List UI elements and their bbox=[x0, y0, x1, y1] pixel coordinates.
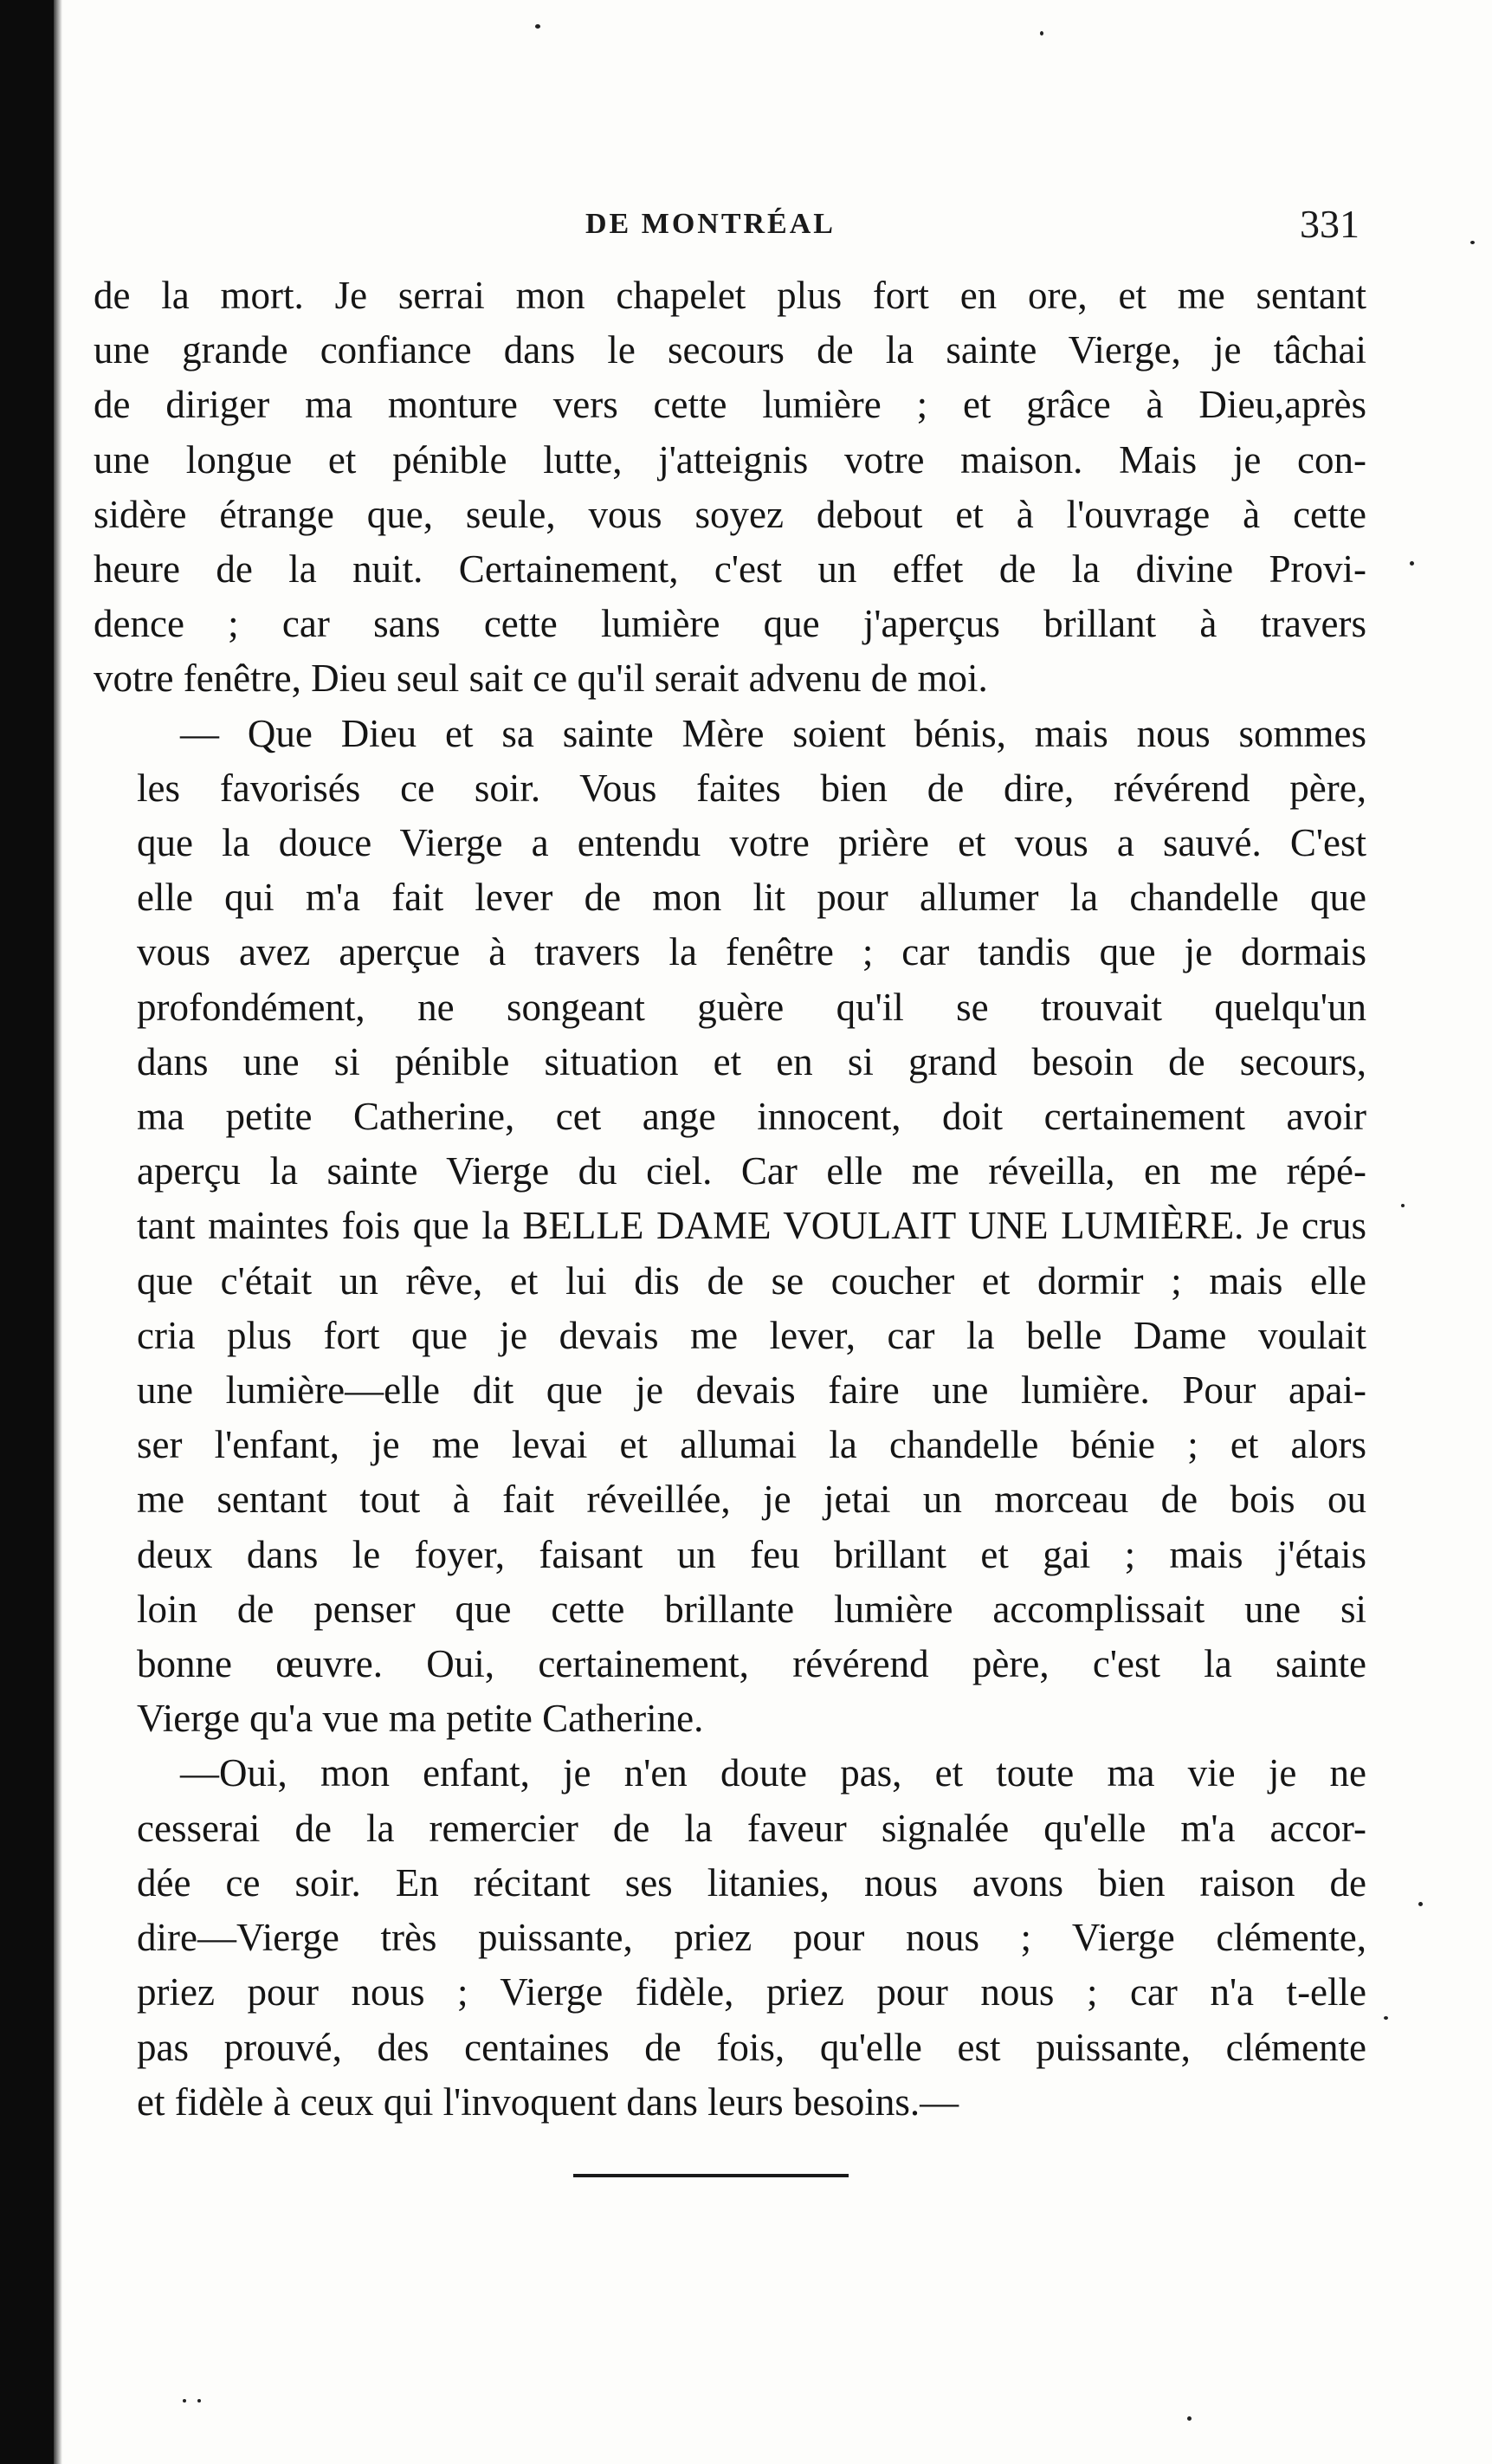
scan-speck bbox=[1401, 1204, 1405, 1207]
text-line: que c'était un rêve, et lui dis de se coucher et dormir ; mais elle bbox=[137, 1258, 1366, 1303]
scan-speck bbox=[197, 2399, 201, 2403]
text-line: deux dans le foyer, faisant un feu brillant et gai ; mais j'étais bbox=[137, 1532, 1366, 1576]
text-line: profondément, ne songeant guère qu'il se trouvait quelqu'un bbox=[137, 985, 1366, 1029]
book-spine-shadow bbox=[0, 0, 54, 2464]
text-line: dée ce soir. En récitant ses litanies, nous avons bien raison de bbox=[137, 1860, 1366, 1905]
text-line: priez pour nous ; Vierge fidèle, priez pour nous ; car n'a t-elle bbox=[137, 1970, 1366, 2015]
scan-speck bbox=[1040, 31, 1043, 36]
text-line: heure de la nuit. Certainement, c'est un effet de la divine Provi- bbox=[94, 547, 1366, 592]
body-text bbox=[94, 268, 1366, 2130]
page-header bbox=[0, 201, 1492, 262]
text-line: Vierge qu'a vue ma petite Catherine. bbox=[137, 1697, 704, 1741]
text-line: tant maintes fois que la BELLE DAME VOULAIT UNE LUMIÈRE. Je crus bbox=[137, 1204, 1366, 1248]
end-rule-divider bbox=[573, 2174, 849, 2177]
scan-speck bbox=[535, 24, 540, 29]
text-line: et fidèle à ceux qui l'invoquent dans leurs besoins.— bbox=[137, 2079, 959, 2124]
text-line: dence ; car sans cette lumière que j'aperçus brillant à travers bbox=[94, 602, 1366, 646]
text-line: votre fenêtre, Dieu seul sait ce qu'il serait advenu de moi. bbox=[94, 656, 988, 701]
text-line: — Que Dieu et sa sainte Mère soient bénis, mais nous sommes bbox=[180, 711, 1366, 755]
text-line: pas prouvé, des centaines de fois, qu'elle est puissante, clémente bbox=[137, 2025, 1366, 2069]
text-line: —Oui, mon enfant, je n'en doute pas, et toute ma vie je ne bbox=[180, 1751, 1366, 1795]
text-line: bonne œuvre. Oui, certainement, révérend père, c'est la sainte bbox=[137, 1642, 1366, 1686]
paragraph bbox=[94, 1746, 1366, 2129]
text-line: me sentant tout à fait réveillée, je jetai un morceau de bois ou bbox=[137, 1478, 1366, 1522]
spine-edge-gradient bbox=[54, 0, 62, 2464]
text-line: cesserai de la remercier de la faveur signalée qu'elle m'a accor- bbox=[137, 1806, 1366, 1850]
text-line: dans une si pénible situation et en si grand besoin de secours, bbox=[137, 1039, 1366, 1083]
text-line: loin de penser que cette brillante lumière accomplissait une si bbox=[137, 1587, 1366, 1631]
scan-speck bbox=[1470, 241, 1475, 244]
text-line: ma petite Catherine, cet ange innocent, doit certainement avoir bbox=[137, 1095, 1366, 1139]
text-line: que la douce Vierge a entendu votre prière et vous a sauvé. C'est bbox=[137, 821, 1366, 865]
scan-speck bbox=[1410, 561, 1414, 566]
scan-speck bbox=[1187, 2416, 1192, 2421]
paragraph bbox=[94, 707, 1366, 1747]
paragraph bbox=[94, 268, 1366, 707]
text-line: une grande confiance dans le secours de la sainte Vierge, je tâchai bbox=[94, 328, 1366, 372]
text-line: cria plus fort que je devais me lever, car la belle Dame voulait bbox=[137, 1313, 1366, 1357]
text-line: aperçu la sainte Vierge du ciel. Car elle me réveilla, en me répé- bbox=[137, 1149, 1366, 1193]
text-line: les favorisés ce soir. Vous faites bien de dire, révérend père, bbox=[137, 766, 1366, 810]
scan-speck bbox=[183, 2399, 186, 2403]
text-line: vous avez aperçue à travers la fenêtre ; car tandis que je dormais bbox=[137, 930, 1366, 974]
running-head: DE MONTRÉAL bbox=[585, 208, 836, 240]
scan-speck bbox=[1384, 2016, 1388, 2020]
text-line: de diriger ma monture vers cette lumière ; et grâce à Dieu,après bbox=[94, 383, 1366, 427]
text-line: une lumière—elle dit que je devais faire une lumière. Pour apai- bbox=[137, 1368, 1366, 1413]
text-line: une longue et pénible lutte, j'atteignis votre maison. Mais je con- bbox=[94, 437, 1366, 482]
text-line: ser l'enfant, je me levai et allumai la chandelle bénie ; et alors bbox=[137, 1423, 1366, 1467]
scan-speck bbox=[1418, 1902, 1423, 1906]
text-line: de la mort. Je serrai mon chapelet plus fort en ore, et me sentant bbox=[94, 274, 1366, 317]
text-line: sidère étrange que, seule, vous soyez debout et à l'ouvrage à cette bbox=[94, 492, 1366, 536]
page-number: 331 bbox=[1300, 202, 1360, 246]
text-line: dire—Vierge très puissante, priez pour nous ; Vierge clémente, bbox=[137, 1916, 1366, 1960]
text-line: elle qui m'a fait lever de mon lit pour allumer la chandelle que bbox=[137, 876, 1366, 920]
